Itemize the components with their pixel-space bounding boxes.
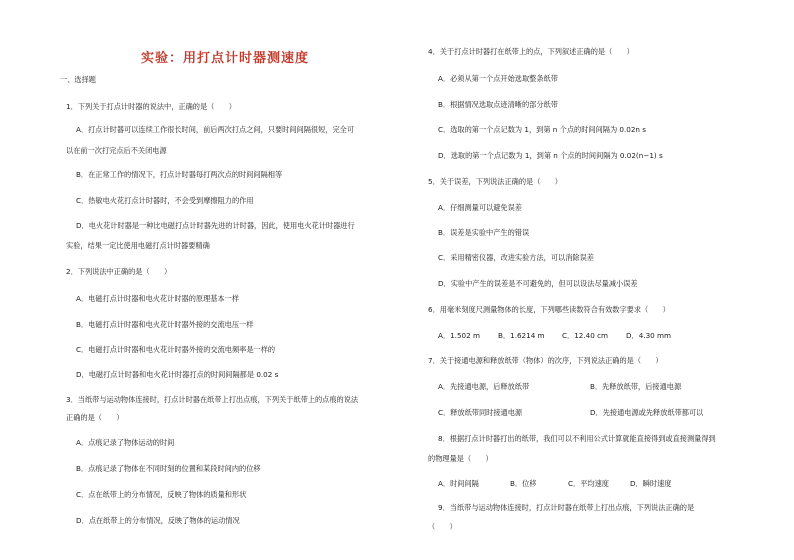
q5-option-a: A．仔细测量可以避免误差 (438, 203, 522, 212)
q7-option-d: D．先接通电源或先释放纸带都可以 (590, 408, 704, 417)
q5-stem: 5．关于误差，下列说法正确的是（ ） (428, 177, 562, 186)
q7-option-c: C．释放纸带同时接通电源 (438, 408, 523, 417)
q5-option-c: C．采用精密仪器，改进实验方法，可以消除误差 (438, 253, 594, 262)
q3-option-d: D．点在纸带上的分布情况，反映了物体的运动情况 (76, 516, 240, 525)
q2-option-c: C．电磁打点计时器和电火花计时器外接的交流电频率是一样的 (76, 345, 276, 354)
q7-options-row2 (438, 408, 703, 418)
q1-option-a-cont: 以在前一次打完点后不关闭电源 (66, 146, 167, 155)
q7-option-a: A．先接通电源，后释放纸带 (438, 382, 530, 391)
q6-option-b: B．1.6214 m (498, 331, 545, 340)
q4-stem: 4．关于打点计时器打在纸带上的点，下列叙述正确的是（ ） (428, 47, 634, 56)
q3-option-c: C．点在纸带上的分布情况，反映了物体的质量和形状 (76, 490, 247, 499)
q2-option-a: A．电磁打点计时器和电火花计时器的原理基本一样 (76, 294, 240, 303)
q8-option-a: A．时间间隔 (438, 479, 479, 488)
q3-stem: 3．当纸带与运动物体连接时，打点计时器在纸带上打出点痕，下列关于纸带上的点痕的说法 (66, 395, 359, 404)
page-title: 实验：用打点计时器测速度 (140, 51, 309, 66)
q1-stem: 1．下列关于打点计时器的说法中，正确的是（ ） (66, 102, 236, 111)
q9-stem: 9．当纸带与运动物体连接时，打点计时器在纸带上打出点痕，下列说法正确的是 (438, 503, 695, 512)
q6-option-d: D．4.30 mm (626, 331, 672, 340)
q2-option-d: D．电磁打点计时器和电火花计时器打点的时间间隔都是 0.02 s (76, 370, 279, 379)
q4-option-a: A．必须从第一个点开始选取整条纸带 (438, 74, 558, 83)
q4-option-b: B．根据情况选取点迹清晰的部分纸带 (438, 100, 558, 109)
q1-option-b: B．在正常工作的情况下，打点计时器每打两次点的时间间隔相等 (76, 170, 283, 179)
q8-stem-cont: 的物理量是（ ） (428, 454, 493, 463)
section-heading: 一、选择题 (60, 75, 96, 84)
q4-option-d: D．选取的第一个点记数为 1，到第 n 个点的时间间隔为 0.02(n−1) s (438, 151, 663, 160)
q8-options (438, 479, 671, 489)
q1-option-a: A．打点计时器可以连续工作很长时间，前后两次打点之间，只要时间间隔很短，完全可 (76, 125, 355, 134)
q7-option-b: B．先释放纸带，后接通电源 (590, 382, 682, 391)
q7-stem: 7．关于接通电源和释放纸带（物体）的次序，下列说法正确的是（ ） (428, 356, 663, 365)
q4-option-c: C．选取的第一个点记数为 1，到第 n 个点的时间间隔为 0.02n s (438, 125, 647, 134)
q2-option-b: B．电磁打点计时器和电火花计时器外接的交流电压一样 (76, 320, 254, 329)
q8-stem: 8．根据打点计时器打出的纸带，我们可以不利用公式计算就能直接得到或直接测量得到 (438, 434, 716, 443)
q8-option-b: B．位移 (510, 479, 537, 488)
q1-option-c: C．热敏电火花打点计时器时，不会受到摩擦阻力的作用 (76, 196, 254, 205)
q1-option-d-cont: 实验，结果一定比使用电磁打点计时器要精确 (66, 241, 210, 250)
q2-stem: 2．下列说法中正确的是（ ） (66, 267, 172, 276)
q1-option-d: D．电火花计时器是一种比电磁打点计时器先进的计时器，因此，使用电火花计时器进行 (76, 221, 355, 230)
q7-options-row1 (438, 382, 681, 392)
q6-option-c: C．12.40 cm (562, 331, 609, 340)
q6-stem: 6．用毫米刻度尺测量物体的长度，下列哪些读数符合有效数字要求（ ） (428, 305, 670, 314)
q6-options (438, 331, 686, 341)
q3-option-b: B．点痕记录了物体在不同时刻的位置和某段时间内的位移 (76, 464, 261, 473)
q3-stem-cont: 正确的是（ ） (66, 413, 124, 422)
q6-option-a: A．1.502 m (438, 331, 480, 340)
q3-option-a: A．点痕记录了物体运动的时间 (76, 438, 175, 447)
q9-stem-cont: （ ） (428, 522, 457, 531)
q8-option-c: C．平均速度 (568, 479, 609, 488)
q5-option-d: D．实验中产生的误差是不可避免的，但可以设法尽量减小误差 (438, 279, 638, 288)
q5-option-b: B．误差是实验中产生的错误 (438, 228, 530, 237)
q8-option-d: D．瞬时速度 (630, 479, 672, 488)
